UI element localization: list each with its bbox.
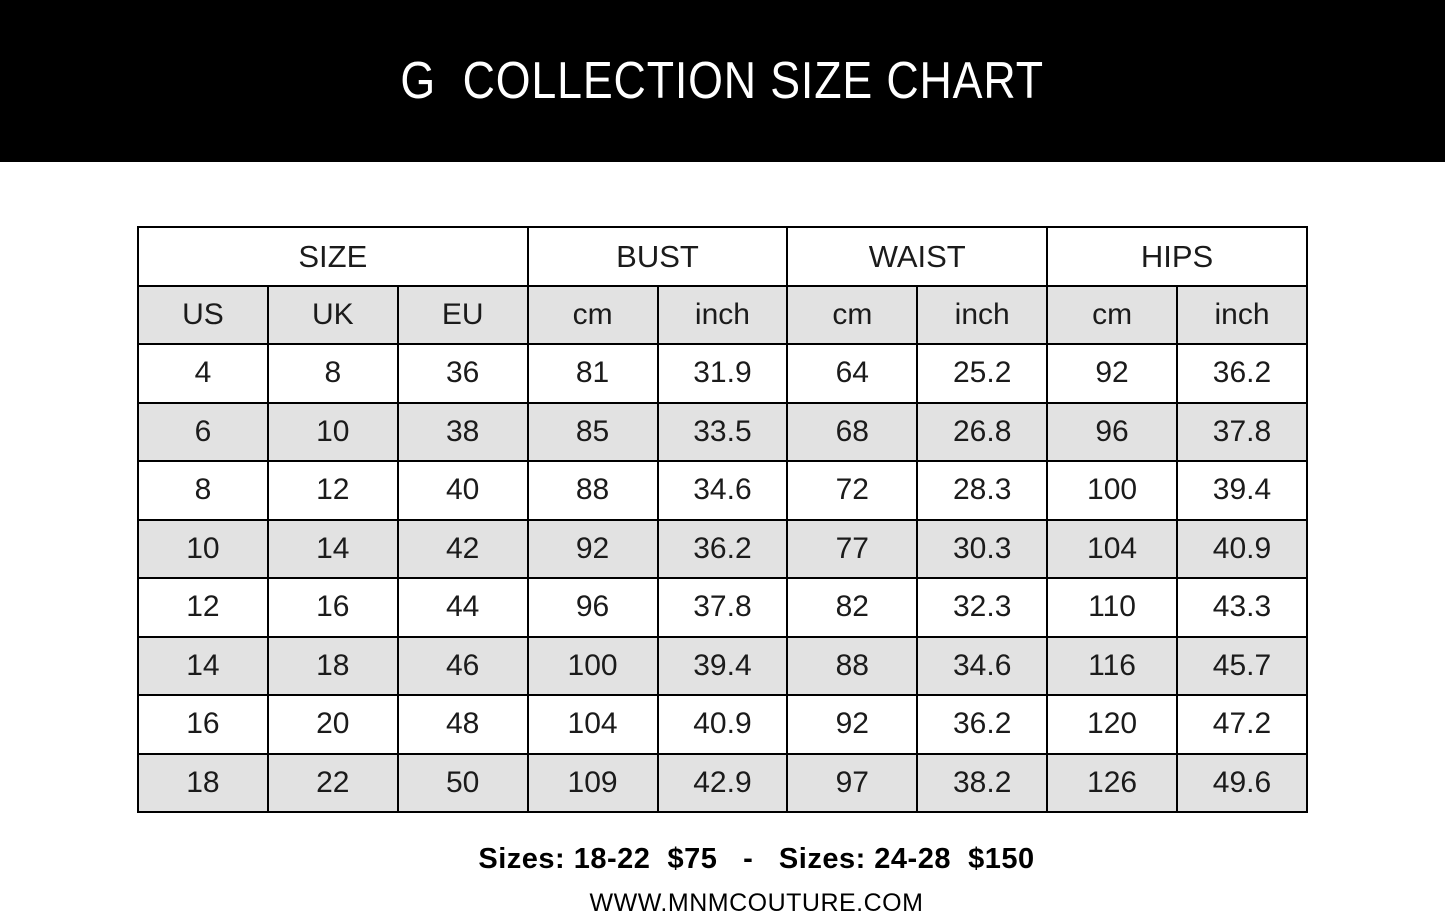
footer	[34, 843, 1445, 918]
website-url: WWW.MNMCOUTURE.COM	[589, 889, 924, 917]
table-cell: 8	[138, 461, 268, 520]
table-cell: 42.9	[658, 754, 788, 813]
table-row	[138, 520, 1307, 579]
table-cell: 18	[138, 754, 268, 813]
table-cell: 77	[787, 520, 917, 579]
table-cell: 10	[138, 520, 268, 579]
table-cell: 45.7	[1177, 637, 1307, 696]
table-cell: 31.9	[658, 344, 788, 403]
table-cell: 12	[268, 461, 398, 520]
group-header-hips: HIPS	[1047, 227, 1307, 286]
header-banner	[0, 0, 1445, 162]
table-cell: 6	[138, 403, 268, 462]
table-cell: 36.2	[658, 520, 788, 579]
table-row	[138, 578, 1307, 637]
table-cell: 8	[268, 344, 398, 403]
table-cell: 14	[138, 637, 268, 696]
table-cell: 39.4	[1177, 461, 1307, 520]
table-cell: 44	[398, 578, 528, 637]
column-header-eu: EU	[398, 286, 528, 344]
table-cell: 104	[528, 695, 658, 754]
table-cell: 97	[787, 754, 917, 813]
table-cell: 36	[398, 344, 528, 403]
table-cell: 96	[1047, 403, 1177, 462]
table-cell: 40.9	[1177, 520, 1307, 579]
table-cell: 68	[787, 403, 917, 462]
column-header-hips-cm: cm	[1047, 286, 1177, 344]
table-cell: 81	[528, 344, 658, 403]
table-cell: 36.2	[917, 695, 1047, 754]
table-cell: 126	[1047, 754, 1177, 813]
table-cell: 33.5	[658, 403, 788, 462]
group-header-waist: WAIST	[787, 227, 1047, 286]
table-cell: 82	[787, 578, 917, 637]
table-group-header-row	[138, 227, 1307, 286]
table-cell: 47.2	[1177, 695, 1307, 754]
column-header-bust-inch: inch	[658, 286, 788, 344]
page-title: G COLLECTION SIZE CHART	[400, 52, 1045, 110]
table-cell: 48	[398, 695, 528, 754]
table-cell: 50	[398, 754, 528, 813]
table-cell: 34.6	[917, 637, 1047, 696]
table-cell: 40	[398, 461, 528, 520]
table-cell: 32.3	[917, 578, 1047, 637]
table-cell: 116	[1047, 637, 1177, 696]
table-cell: 25.2	[917, 344, 1047, 403]
table-cell: 4	[138, 344, 268, 403]
table-cell: 36.2	[1177, 344, 1307, 403]
size-chart-table	[137, 226, 1308, 813]
table-cell: 12	[138, 578, 268, 637]
table-cell: 16	[138, 695, 268, 754]
group-header-bust: BUST	[528, 227, 788, 286]
table-row	[138, 403, 1307, 462]
table-cell: 92	[528, 520, 658, 579]
table-cell: 22	[268, 754, 398, 813]
table-cell: 16	[268, 578, 398, 637]
table-row	[138, 461, 1307, 520]
table-cell: 110	[1047, 578, 1177, 637]
table-cell: 88	[787, 637, 917, 696]
table-cell: 38.2	[917, 754, 1047, 813]
table-cell: 39.4	[658, 637, 788, 696]
column-header-waist-inch: inch	[917, 286, 1047, 344]
table-cell: 100	[528, 637, 658, 696]
group-header-size: SIZE	[138, 227, 528, 286]
pricing-note: Sizes: 18-22 $75 - Sizes: 24-28 $150	[478, 843, 1035, 875]
table-cell: 72	[787, 461, 917, 520]
table-cell: 92	[787, 695, 917, 754]
column-header-us: US	[138, 286, 268, 344]
table-cell: 100	[1047, 461, 1177, 520]
table-row	[138, 637, 1307, 696]
table-row	[138, 754, 1307, 813]
table-row	[138, 695, 1307, 754]
table-cell: 14	[268, 520, 398, 579]
table-cell: 92	[1047, 344, 1177, 403]
table-cell: 28.3	[917, 461, 1047, 520]
table-cell: 46	[398, 637, 528, 696]
table-cell: 64	[787, 344, 917, 403]
table-cell: 37.8	[658, 578, 788, 637]
column-header-bust-cm: cm	[528, 286, 658, 344]
table-cell: 43.3	[1177, 578, 1307, 637]
column-header-hips-inch: inch	[1177, 286, 1307, 344]
table-cell: 20	[268, 695, 398, 754]
column-header-uk: UK	[268, 286, 398, 344]
table-cell: 120	[1047, 695, 1177, 754]
table-cell: 96	[528, 578, 658, 637]
table-cell: 26.8	[917, 403, 1047, 462]
table-subheader-row	[138, 286, 1307, 344]
table-cell: 85	[528, 403, 658, 462]
table-cell: 49.6	[1177, 754, 1307, 813]
table-cell: 18	[268, 637, 398, 696]
table-cell: 104	[1047, 520, 1177, 579]
table-cell: 88	[528, 461, 658, 520]
table-cell: 42	[398, 520, 528, 579]
table-cell: 37.8	[1177, 403, 1307, 462]
table-cell: 38	[398, 403, 528, 462]
column-header-waist-cm: cm	[787, 286, 917, 344]
table-cell: 34.6	[658, 461, 788, 520]
table-row	[138, 344, 1307, 403]
table-cell: 40.9	[658, 695, 788, 754]
table-cell: 10	[268, 403, 398, 462]
table-cell: 30.3	[917, 520, 1047, 579]
table-cell: 109	[528, 754, 658, 813]
